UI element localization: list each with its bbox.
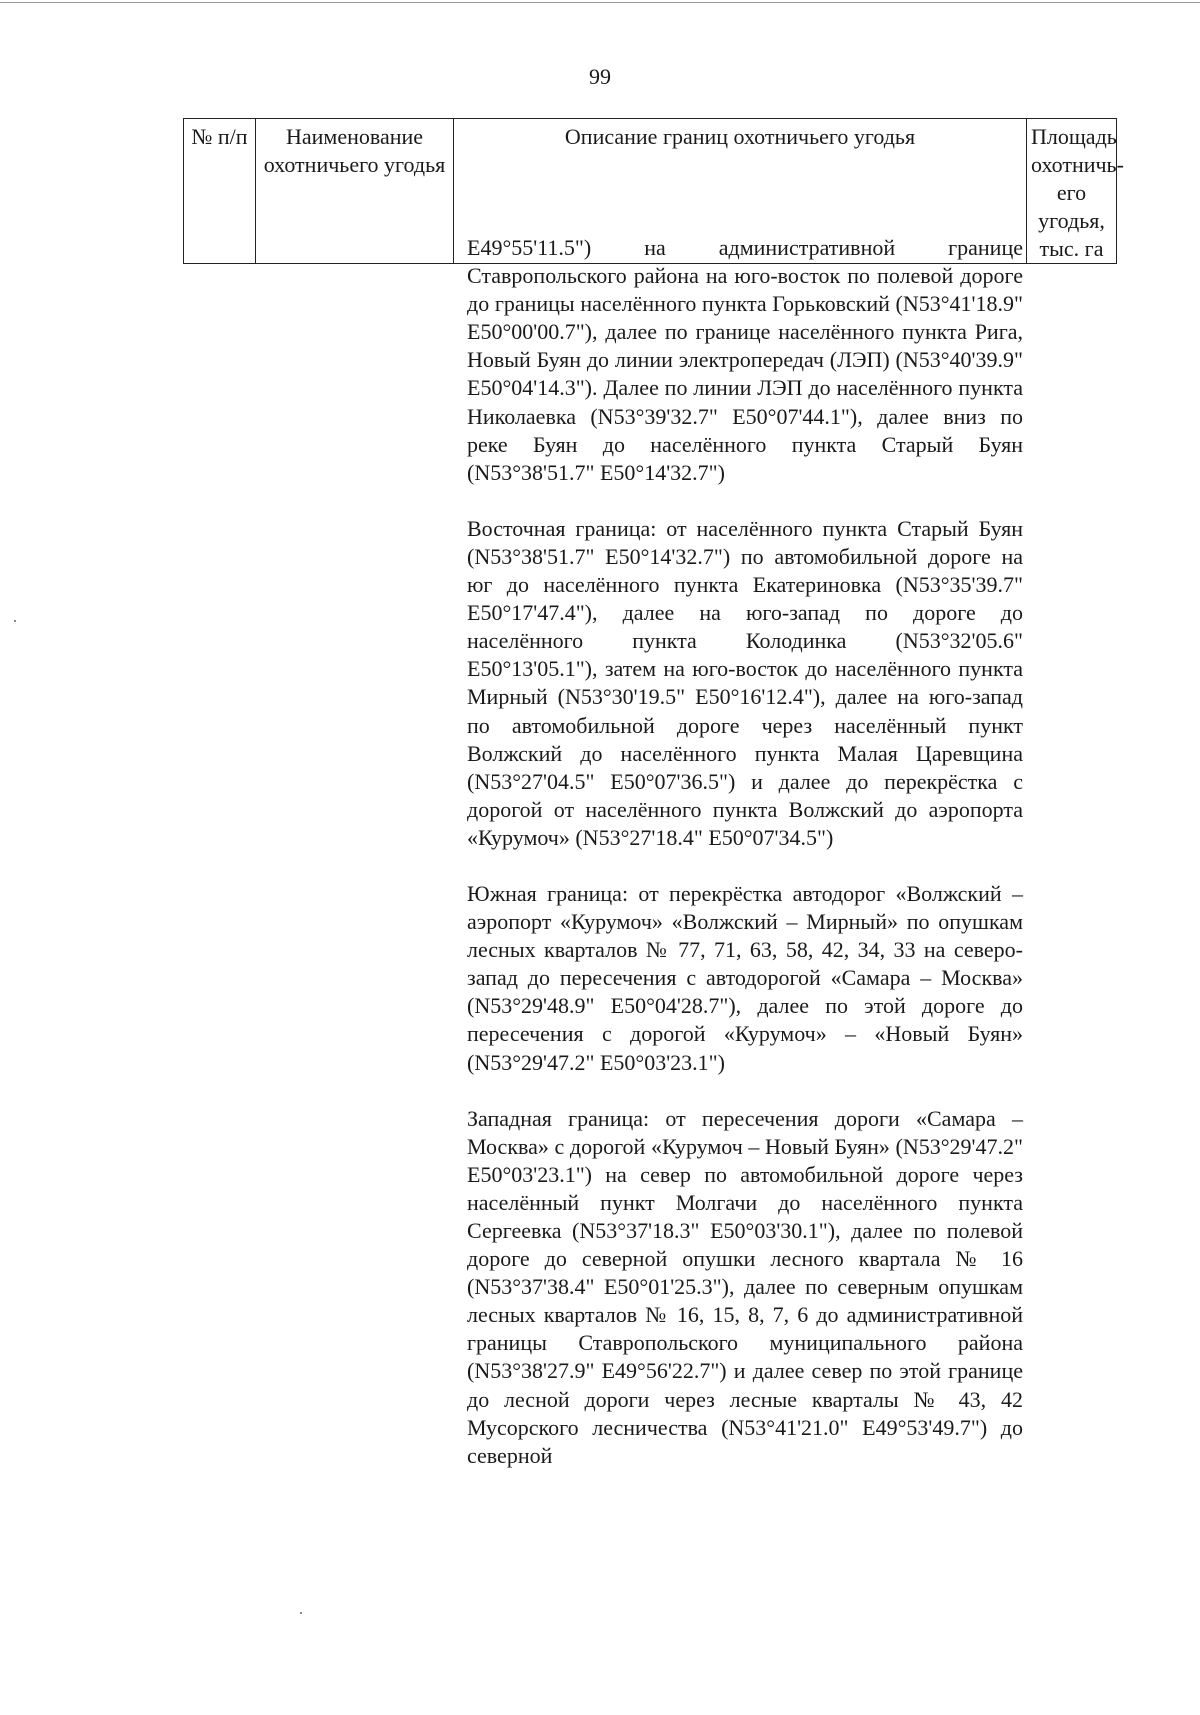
scan-top-edge: [0, 2, 1200, 3]
description-paragraph-south: Южная граница: от перекрёстка автодорог «Волжский – аэропорт «Курумоч» «Волжский – Мирный» по опушкам лесных кварталов № 77, 71, 63, 58, 42, 34, 33 на северо-запад до пересечения с автодорогой «Самара – Москва» (N53°29'48.9" E50°04'28.7"), далее по этой дороге до пересечения с дорогой «Курумоч» – «Новый Буян» (N53°29'47.2" E50°03'23.1"): [467, 880, 1023, 1075]
header-col-number: № п/п: [184, 119, 256, 264]
description-paragraph-west: Западная граница: от пересечения дороги «Самара – Москва» с дорогой «Курумоч – Новый Буян» (N53°29'47.2" E50°03'23.1") на север по автомобильной дороге через населённый пункт Молгачи до населённого пункта Сергеевка (N53°37'18.3" E50°03'30.1"), далее по полевой дороге до северной опушки лесного квартала № 16 (N53°37'38.4" E50°01'25.3"), далее по северным опушкам лесных кварталов № 16, 15, 8, 7, 6 до административной границы Ставропольского муниципального района (N53°38'27.9" E49°56'22.7") и далее север по этой границе до лесной дороги через лесные кварталы № 43, 42 Мусорского лесничества (N53°41'21.0" E49°53'49.7") до северной: [467, 1105, 1023, 1468]
description-paragraph-east: Восточная граница: от населённого пункта Старый Буян (N53°38'51.7" E50°14'32.7") по автомобильной дороге на юг до населённого пункта Екатериновка (N53°35'39.7" E50°17'47.4"), далее на юго-запад по дороге до населённого пункта Колодинка (N53°32'05.6" E50°13'05.1"), затем на юго-восток до населённого пункта Мирный (N53°30'19.5" E50°16'12.4"), далее на юго-запад по автомобильной дороге через населённый пункт Волжский до населённого пункта Малая Царевщина (N53°27'04.5" E50°07'36.5") и далее до перекрёстка с дорогой от населённого пункта Волжский до аэропорта «Курумоч» (N53°27'18.4" E50°07'34.5"): [467, 515, 1023, 850]
header-col-name: Наименование охотничьего угодья: [256, 119, 454, 264]
page-number: 99: [589, 64, 611, 89]
scan-speck: [300, 1612, 302, 1614]
header-col-description: Описание границ охотничьего угодья: [454, 119, 1027, 264]
boundary-description: [467, 234, 1023, 1498]
description-paragraph-north: E49°55'11.5") на административной границе Ставропольского района на юго-восток по полевой дороге до границы населённого пункта Горьковский (N53°41'18.9" E50°00'00.7"), далее по границе населённого пункта Рига, Новый Буян до линии электропередач (ЛЭП) (N53°40'39.9" E50°04'14.3"). Далее по линии ЛЭП до населённого пункта Николаевка (N53°39'32.7" E50°07'44.1"), далее вниз по реке Буян до населённого пункта Старый Буян (N53°38'51.7" E50°14'32.7"): [467, 235, 1023, 485]
header-col-area: Площадь охотничь-его угодья, тыс. га: [1027, 119, 1117, 264]
scan-speck: [14, 620, 16, 622]
